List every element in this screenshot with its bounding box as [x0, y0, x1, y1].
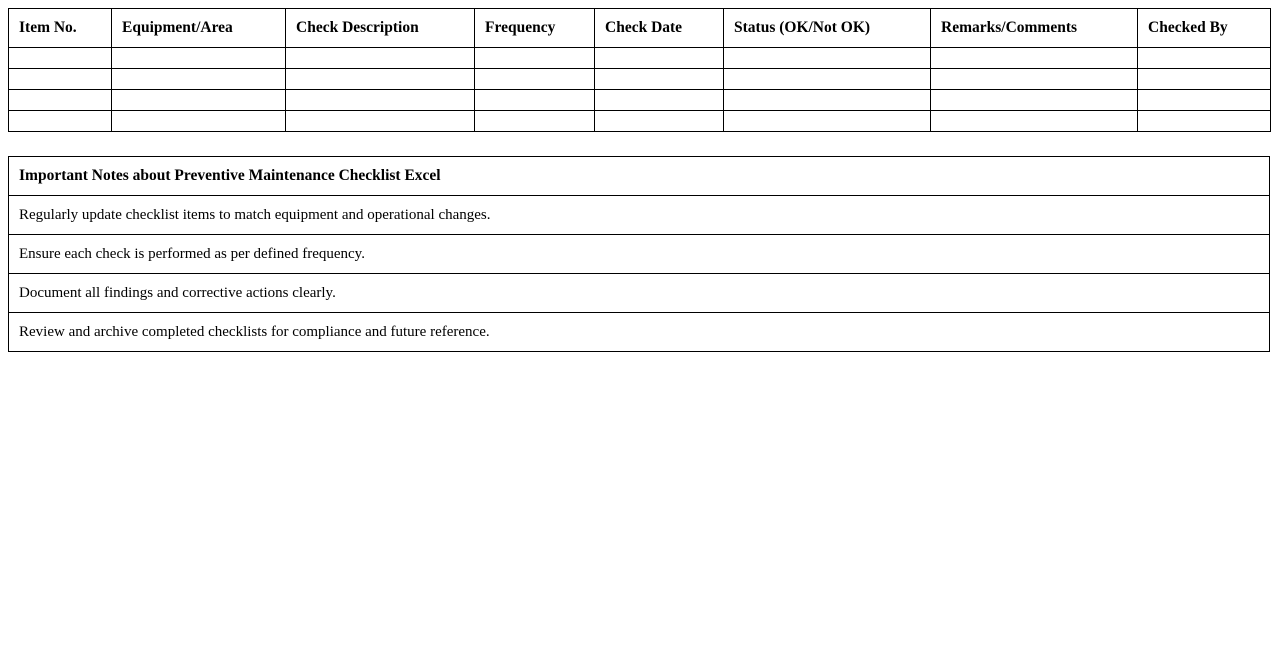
table-cell[interactable] — [931, 111, 1138, 132]
table-cell[interactable] — [9, 111, 112, 132]
table-cell[interactable] — [9, 69, 112, 90]
table-cell[interactable] — [286, 69, 475, 90]
table-cell[interactable] — [595, 90, 724, 111]
table-cell[interactable] — [286, 111, 475, 132]
table-cell[interactable] — [1138, 111, 1271, 132]
note-item: Document all findings and corrective actions clearly. — [9, 274, 1270, 313]
table-cell[interactable] — [931, 48, 1138, 69]
table-cell[interactable] — [475, 90, 595, 111]
notes-row — [9, 274, 1270, 313]
table-cell[interactable] — [286, 90, 475, 111]
table-row — [9, 90, 1271, 111]
header-item-no: Item No. — [9, 9, 112, 48]
table-cell[interactable] — [1138, 48, 1271, 69]
table-cell[interactable] — [1138, 69, 1271, 90]
table-cell[interactable] — [595, 69, 724, 90]
header-checked-by: Checked By — [1138, 9, 1271, 48]
table-cell[interactable] — [475, 111, 595, 132]
table-cell[interactable] — [595, 111, 724, 132]
table-cell[interactable] — [724, 69, 931, 90]
table-cell[interactable] — [9, 90, 112, 111]
note-item: Review and archive completed checklists for compliance and future reference. — [9, 313, 1270, 352]
header-status: Status (OK/Not OK) — [724, 9, 931, 48]
notes-title: Important Notes about Preventive Maintenance Checklist Excel — [9, 157, 1270, 196]
table-row — [9, 69, 1271, 90]
notes-row — [9, 313, 1270, 352]
table-cell[interactable] — [931, 69, 1138, 90]
table-cell[interactable] — [595, 48, 724, 69]
checklist-header-row — [9, 9, 1271, 48]
table-cell[interactable] — [475, 69, 595, 90]
table-row — [9, 111, 1271, 132]
notes-row — [9, 196, 1270, 235]
table-cell[interactable] — [286, 48, 475, 69]
header-remarks: Remarks/Comments — [931, 9, 1138, 48]
table-cell[interactable] — [112, 90, 286, 111]
table-cell[interactable] — [1138, 90, 1271, 111]
checklist-table — [8, 8, 1271, 132]
table-cell[interactable] — [9, 48, 112, 69]
table-cell[interactable] — [931, 90, 1138, 111]
header-check-date: Check Date — [595, 9, 724, 48]
notes-title-row — [9, 157, 1270, 196]
table-cell[interactable] — [724, 90, 931, 111]
notes-row — [9, 235, 1270, 274]
table-cell[interactable] — [724, 48, 931, 69]
header-equipment-area: Equipment/Area — [112, 9, 286, 48]
header-check-description: Check Description — [286, 9, 475, 48]
table-cell[interactable] — [724, 111, 931, 132]
table-cell[interactable] — [112, 69, 286, 90]
table-row — [9, 48, 1271, 69]
notes-table — [8, 156, 1270, 352]
table-cell[interactable] — [475, 48, 595, 69]
table-cell[interactable] — [112, 111, 286, 132]
note-item: Regularly update checklist items to match equipment and operational changes. — [9, 196, 1270, 235]
table-cell[interactable] — [112, 48, 286, 69]
note-item: Ensure each check is performed as per defined frequency. — [9, 235, 1270, 274]
header-frequency: Frequency — [475, 9, 595, 48]
